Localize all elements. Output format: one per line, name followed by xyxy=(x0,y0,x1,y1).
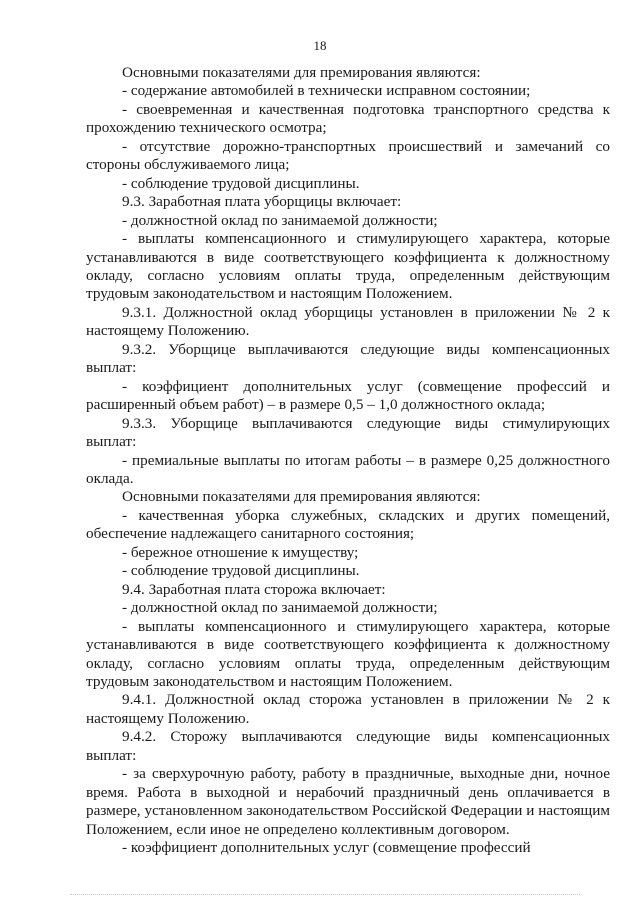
section-heading: 9.4. Заработная плата сторожа включает: xyxy=(122,580,386,598)
paragraph: 9.3.1. Должностной оклад уборщицы установлен в приложении № 2 к настоящему Положению. xyxy=(86,303,610,340)
section-heading: 9.3. Заработная плата уборщицы включает: xyxy=(122,193,402,211)
paragraph: 9.4.2. Сторожу выплачиваются следующие виды компенсационных выплат: xyxy=(86,728,610,764)
paragraph: - должностной оклад по занимаемой должности; xyxy=(122,211,438,229)
paragraph: 9.3.2. Уборщице выплачиваются следующие виды компенсационных выплат: xyxy=(86,340,610,377)
paragraph: - соблюдение трудовой дисциплины. xyxy=(122,562,360,580)
paragraph: Основными показателями для премирования являются: xyxy=(122,488,481,506)
scan-edge-divider xyxy=(70,894,580,895)
paragraph: - коэффициент дополнительных услуг (совмещение профессий xyxy=(122,839,531,857)
paragraph: Основными показателями для премирования являются: xyxy=(122,64,481,81)
paragraph: - коэффициент дополнительных услуг (совмещение профессий и расширенный объем работ) – в размере 0,5 – 1,0 должностного оклада; xyxy=(86,377,610,414)
paragraph: - выплаты компенсационного и стимулирующего характера, которые устанавливаются в виде соответствующего коэффициента к должностному окладу, согласно условиям оплаты труда, определенным действующим трудовым законодательством и настоящим Положением. xyxy=(86,617,610,690)
paragraph: - отсутствие дорожно-транспортных происшествий и замечаний со стороны обслуживаемого лица; xyxy=(86,137,610,174)
paragraph: - за сверхурочную работу, работу в праздничные, выходные дни, ночное время. Работа в выходной и нерабочий праздничный день оплачивается в размере, установленном законодательством Российской Федерации и настоящим Положением, если иное не определено коллективным договором. xyxy=(86,765,610,838)
paragraph: - содержание автомобилей в технически исправном состоянии; xyxy=(122,82,531,100)
document-body xyxy=(86,64,610,857)
paragraph: - бережное отношение к имуществу; xyxy=(122,543,359,561)
paragraph: - должностной оклад по занимаемой должности; xyxy=(122,599,438,617)
paragraph: - своевременная и качественная подготовка транспортного средства к прохождению технического осмотра; xyxy=(86,100,610,137)
paragraph: - премиальные выплаты по итогам работы – в размере 0,25 должностного оклада. xyxy=(86,451,610,487)
paragraph: 9.3.3. Уборщице выплачиваются следующие виды стимулирующих выплат: xyxy=(86,414,610,451)
paragraph: 9.4.1. Должностной оклад сторожа установлен в приложении № 2 к настоящему Положению. xyxy=(86,691,610,727)
paragraph: - соблюдение трудовой дисциплины. xyxy=(122,174,360,192)
paragraph: - выплаты компенсационного и стимулирующего характера, которые устанавливаются в виде соответствующего коэффициента к должностному окладу, согласно условиям оплаты труда, определенным действующим трудовым законодательством и настоящим Положением. xyxy=(86,230,610,303)
paragraph: - качественная уборка служебных, складских и других помещений, обеспечение надлежащего санитарного состояния; xyxy=(86,506,610,543)
page-number: 18 xyxy=(313,38,327,53)
